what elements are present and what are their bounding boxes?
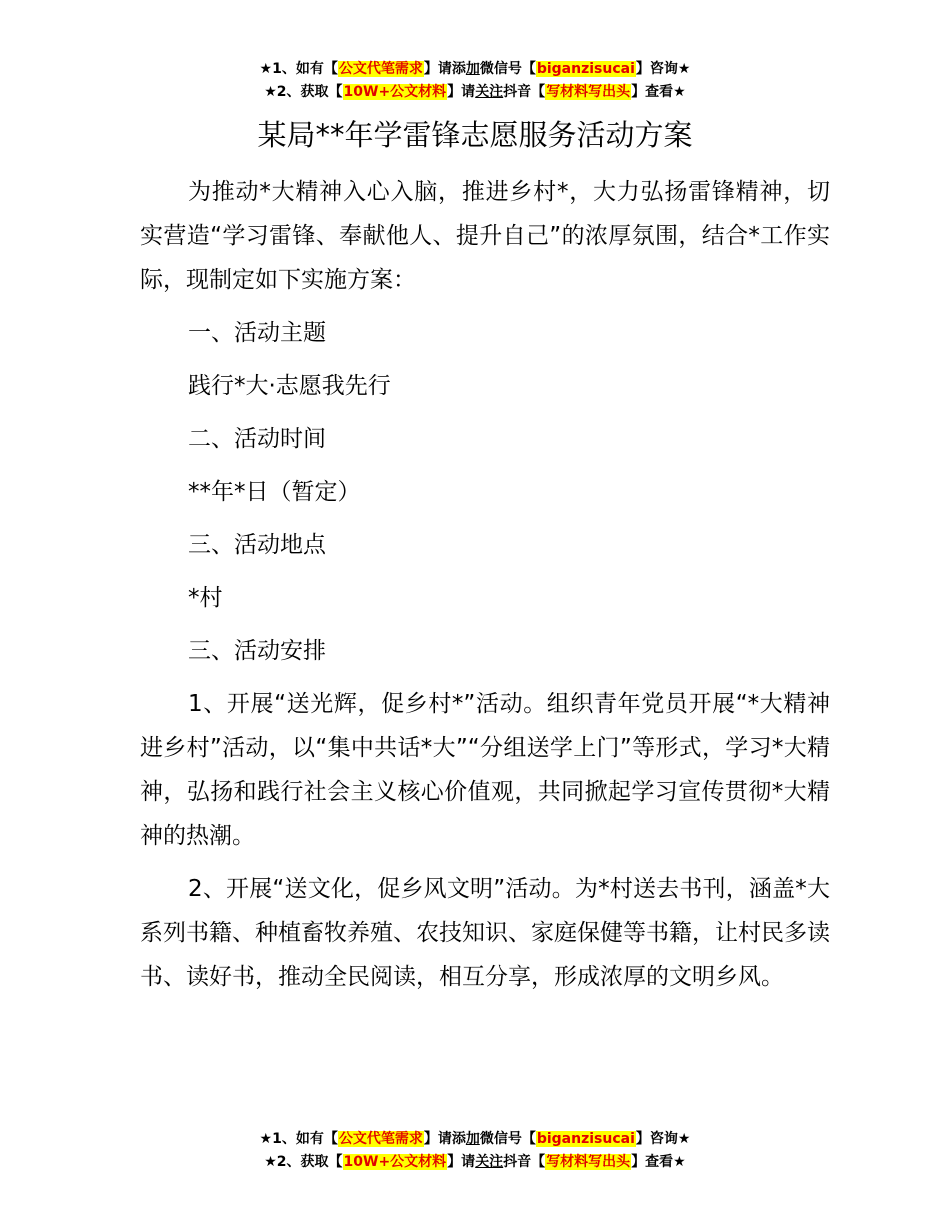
banner-highlight: biganzisucai [536, 1131, 635, 1147]
banner-highlight: 写材料写出头 [546, 84, 631, 100]
banner-highlight: 10W+公文材料 [343, 1154, 447, 1170]
banner-underline: 关注 [475, 84, 504, 100]
banner-line-2 [0, 1151, 950, 1174]
banner-text: ★1、如有【 [259, 61, 338, 77]
banner-line-1 [0, 1128, 950, 1151]
document-title: 某局**年学雷锋志愿服务活动方案 [257, 118, 693, 152]
intro-paragraph: 为推动*大精神入心入脑，推进乡村*，大力弘扬雷锋精神，切实营造“学习雷锋、奉献他人、提升自己”的浓厚氛围，结合*工作实际，现制定如下实施方案： [140, 179, 830, 293]
banner-text: 抖音【 [503, 84, 546, 100]
document-body [140, 170, 830, 999]
banner-highlight: 公文代笔需求 [338, 61, 423, 77]
banner-text: 微信号【 [479, 1131, 536, 1147]
banner-underline: 关注 [475, 1154, 504, 1170]
section-heading-time: 二、活动时间 [188, 426, 326, 452]
banner-highlight: 10W+公文材料 [343, 84, 447, 100]
header-banner [0, 58, 950, 104]
section-content-time: **年*日（暂定） [188, 479, 361, 505]
banner-text: 抖音【 [503, 1154, 546, 1170]
banner-line-1 [0, 58, 950, 81]
section-content-theme: 践行*大·志愿我先行 [188, 373, 391, 399]
arrangement-item-1: 1、开展“送光辉，促乡村*”活动。组织青年党员开展“*大精神进乡村”活动，以“集中共话*大”“分组送学上门”等形式，学习*大精神，弘扬和践行社会主义核心价值观，共同掀起学习宣传贯彻*大精神的热潮。 [140, 691, 830, 849]
banner-text: 微信号【 [479, 61, 536, 77]
section-heading-theme: 一、活动主题 [188, 320, 326, 346]
arrangement-item-2: 2、开展“送文化，促乡风文明”活动。为*村送去书刊，涵盖*大系列书籍、种植畜牧养殖、农技知识、家庭保健等书籍，让村民多读书、读好书，推动全民阅读，相互分享，形成浓厚的文明乡风。 [140, 876, 830, 990]
section-content-location: *村 [188, 585, 223, 611]
section-heading-arrangement: 三、活动安排 [188, 638, 326, 664]
banner-text: 】请添 [423, 1131, 466, 1147]
banner-text: ★2、获取【 [264, 1154, 343, 1170]
banner-line-2 [0, 81, 950, 104]
banner-text: 】请 [447, 1154, 476, 1170]
banner-underline: 加 [465, 1131, 480, 1147]
banner-highlight: 写材料写出头 [546, 1154, 631, 1170]
banner-text: ★2、获取【 [264, 84, 343, 100]
banner-underline: 加 [465, 61, 480, 77]
banner-text: 】咨询★ [635, 1131, 691, 1147]
banner-text: 】查看★ [631, 1154, 686, 1170]
footer-banner [0, 1128, 950, 1174]
section-heading-location: 三、活动地点 [188, 532, 326, 558]
banner-highlight: biganzisucai [536, 61, 635, 77]
banner-text: 】请 [447, 84, 476, 100]
banner-text: 】查看★ [631, 84, 686, 100]
banner-text: 】咨询★ [635, 61, 691, 77]
banner-highlight: 公文代笔需求 [338, 1131, 423, 1147]
banner-text: ★1、如有【 [259, 1131, 338, 1147]
banner-text: 】请添 [423, 61, 466, 77]
